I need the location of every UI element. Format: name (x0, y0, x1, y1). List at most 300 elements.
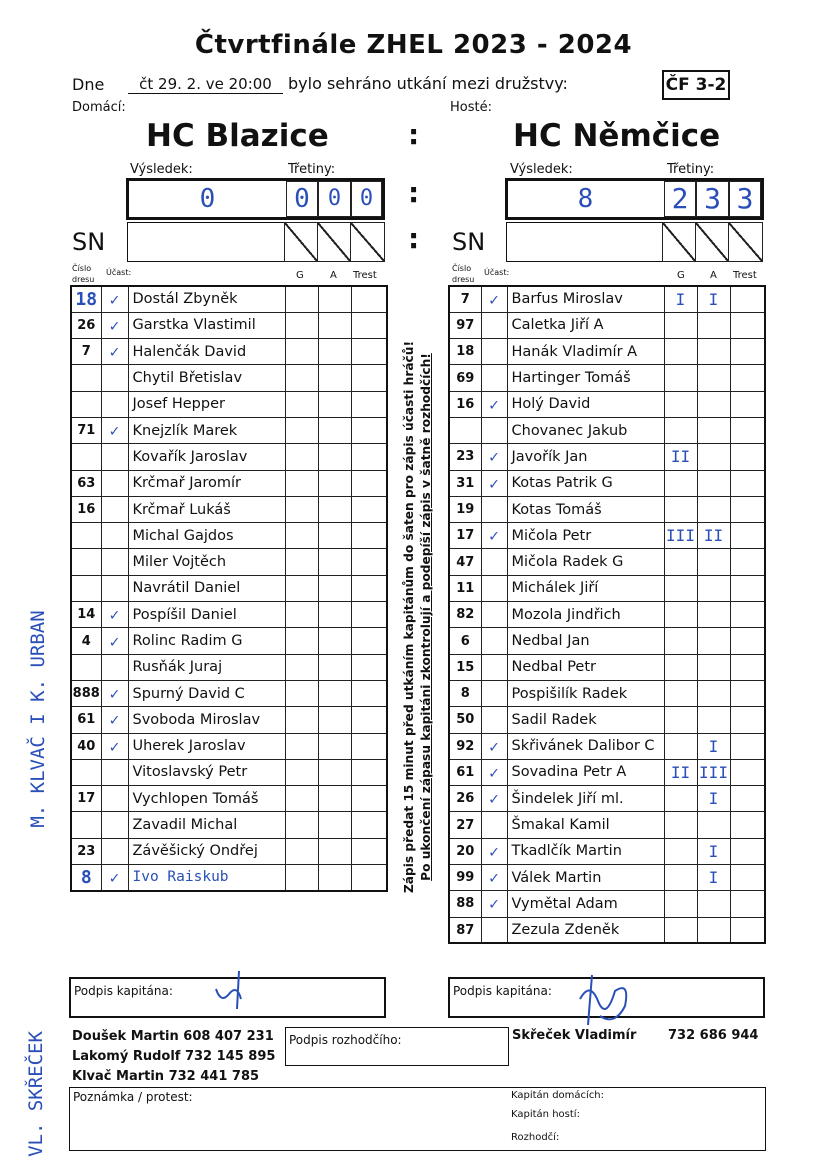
away-jersey-number[interactable]: 11 (449, 575, 481, 601)
away-attendance-check[interactable]: ✓ (481, 759, 507, 785)
home-attendance-check[interactable] (101, 838, 128, 864)
away-penalty[interactable] (730, 312, 765, 338)
away-attendance-check[interactable] (481, 654, 507, 680)
away-penalty[interactable] (730, 865, 765, 891)
away-attendance-check[interactable]: ✓ (481, 391, 507, 417)
home-attendance-check[interactable] (101, 786, 128, 812)
away-jersey-number[interactable]: 87 (449, 917, 481, 943)
away-attendance-check[interactable]: ✓ (481, 786, 507, 812)
home-penalty[interactable] (351, 339, 387, 365)
away-jersey-number[interactable]: 50 (449, 707, 481, 733)
home-attendance-check[interactable] (101, 496, 128, 522)
away-penalty[interactable] (730, 339, 765, 365)
away-goals[interactable] (664, 891, 697, 917)
away-attendance-check[interactable] (481, 628, 507, 654)
away-jersey-number[interactable]: 6 (449, 628, 481, 654)
home-attendance-check[interactable] (101, 759, 128, 785)
away-player-name[interactable]: Michálek Jiří (507, 575, 664, 601)
away-attendance-check[interactable] (481, 602, 507, 628)
away-player-name[interactable]: Mičola Petr (507, 523, 664, 549)
away-jersey-number[interactable]: 47 (449, 549, 481, 575)
home-jersey-number[interactable]: 40 (71, 733, 101, 759)
home-goals[interactable] (285, 733, 318, 759)
away-jersey-number[interactable]: 20 (449, 838, 481, 864)
home-attendance-check[interactable] (101, 391, 128, 417)
away-goals[interactable] (664, 602, 697, 628)
home-attendance-check[interactable] (101, 470, 128, 496)
away-player-name[interactable]: Javořík Jan (507, 444, 664, 470)
home-row (71, 523, 387, 549)
away-penalty[interactable] (730, 602, 765, 628)
away-goals[interactable] (664, 470, 697, 496)
home-assists[interactable] (318, 575, 351, 601)
away-attendance-check[interactable] (481, 812, 507, 838)
home-goals[interactable] (285, 444, 318, 470)
home-jersey-number[interactable]: 61 (71, 707, 101, 733)
home-goals[interactable] (285, 680, 318, 706)
home-player-name[interactable]: Vychlopen Tomáš (128, 786, 285, 812)
away-jersey-number[interactable]: 7 (449, 286, 481, 312)
away-sn-slot-1 (662, 222, 696, 262)
away-penalty[interactable] (730, 786, 765, 812)
away-jersey-number[interactable]: 69 (449, 365, 481, 391)
away-player-name[interactable]: Mozola Jindřich (507, 602, 664, 628)
colon-1: : (408, 118, 420, 151)
home-player-name[interactable]: Navrátil Daniel (128, 575, 285, 601)
home-penalty[interactable] (351, 549, 387, 575)
home-jersey-number[interactable]: 14 (71, 602, 101, 628)
home-penalty[interactable] (351, 838, 387, 864)
home-jersey-number[interactable] (71, 812, 101, 838)
away-attendance-check[interactable] (481, 417, 507, 443)
home-attendance-check[interactable]: ✓ (101, 865, 128, 891)
home-goals[interactable] (285, 286, 318, 312)
away-assists[interactable] (697, 365, 730, 391)
home-assists[interactable] (318, 707, 351, 733)
away-attendance-check[interactable] (481, 549, 507, 575)
home-player-name[interactable]: Uherek Jaroslav (128, 733, 285, 759)
away-assists[interactable]: I (697, 733, 730, 759)
away-player-name[interactable]: Šindelek Jiří ml. (507, 786, 664, 812)
away-player-name[interactable]: Pospišilík Radek (507, 680, 664, 706)
away-attendance-check[interactable] (481, 680, 507, 706)
home-player-name[interactable]: Rolinc Radim G (128, 628, 285, 654)
away-goals[interactable] (664, 628, 697, 654)
away-assists[interactable]: I (697, 786, 730, 812)
home-assists[interactable] (318, 733, 351, 759)
away-attendance-check[interactable]: ✓ (481, 733, 507, 759)
away-attendance-check[interactable]: ✓ (481, 286, 507, 312)
away-penalty[interactable] (730, 812, 765, 838)
home-jersey-number[interactable]: 26 (71, 312, 101, 338)
away-player-name[interactable]: Nedbal Petr (507, 654, 664, 680)
away-attendance-check[interactable]: ✓ (481, 523, 507, 549)
home-player-name[interactable]: Miler Vojtěch (128, 549, 285, 575)
away-attendance-check[interactable] (481, 496, 507, 522)
away-assists[interactable] (697, 549, 730, 575)
home-player-name[interactable]: Halenčák David (128, 339, 285, 365)
home-penalty[interactable] (351, 391, 387, 417)
away-header-attend: Účast: (484, 268, 510, 277)
away-goals[interactable] (664, 838, 697, 864)
home-jersey-number[interactable]: 71 (71, 417, 101, 443)
away-goals[interactable] (664, 575, 697, 601)
away-jersey-number[interactable]: 97 (449, 312, 481, 338)
away-goals[interactable]: II (664, 759, 697, 785)
away-jersey-number[interactable]: 19 (449, 496, 481, 522)
away-goals[interactable] (664, 680, 697, 706)
away-assists[interactable] (697, 444, 730, 470)
home-assists[interactable] (318, 365, 351, 391)
away-jersey-number[interactable]: 15 (449, 654, 481, 680)
away-player-name[interactable]: Kotas Patrik G (507, 470, 664, 496)
home-penalty[interactable] (351, 575, 387, 601)
home-penalty[interactable] (351, 496, 387, 522)
away-player-name[interactable]: Caletka Jiří A (507, 312, 664, 338)
away-goals[interactable] (664, 365, 697, 391)
away-player-name[interactable]: Sovadina Petr A (507, 759, 664, 785)
home-goals[interactable] (285, 470, 318, 496)
home-attendance-check[interactable]: ✓ (101, 286, 128, 312)
home-player-name[interactable]: Krčmař Lukáš (128, 496, 285, 522)
away-penalty[interactable] (730, 628, 765, 654)
away-attendance-check[interactable] (481, 339, 507, 365)
away-jersey-number[interactable]: 92 (449, 733, 481, 759)
away-attendance-check[interactable] (481, 312, 507, 338)
home-player-name[interactable]: Josef Hepper (128, 391, 285, 417)
home-player-name[interactable]: Michal Gajdos (128, 523, 285, 549)
home-attendance-check[interactable] (101, 444, 128, 470)
home-assists[interactable] (318, 339, 351, 365)
home-goals[interactable] (285, 523, 318, 549)
home-penalty[interactable] (351, 707, 387, 733)
away-goals[interactable] (664, 496, 697, 522)
away-assists[interactable] (697, 628, 730, 654)
home-jersey-number[interactable]: 16 (71, 496, 101, 522)
home-player-name[interactable]: Zavadil Michal (128, 812, 285, 838)
home-attendance-check[interactable] (101, 523, 128, 549)
home-assists[interactable] (318, 786, 351, 812)
home-row (71, 812, 387, 838)
home-penalty[interactable] (351, 733, 387, 759)
home-attendance-check[interactable]: ✓ (101, 707, 128, 733)
away-penalty[interactable] (730, 680, 765, 706)
away-penalty[interactable] (730, 286, 765, 312)
away-assists[interactable] (697, 470, 730, 496)
home-player-name[interactable]: Dostál Zbyněk (128, 286, 285, 312)
away-player-name[interactable]: Mičola Radek G (507, 549, 664, 575)
away-assists[interactable] (697, 917, 730, 943)
home-captain-signature[interactable] (69, 977, 386, 1018)
away-goals[interactable] (664, 733, 697, 759)
home-attendance-check[interactable]: ✓ (101, 312, 128, 338)
away-goals[interactable] (664, 812, 697, 838)
home-goals[interactable] (285, 707, 318, 733)
home-jersey-number[interactable] (71, 365, 101, 391)
away-row (449, 444, 765, 470)
away-assists[interactable] (697, 707, 730, 733)
home-goals[interactable] (285, 786, 318, 812)
home-assists[interactable] (318, 654, 351, 680)
home-assists[interactable] (318, 549, 351, 575)
away-assists[interactable]: I (697, 838, 730, 864)
home-jersey-number[interactable]: 7 (71, 339, 101, 365)
home-assists[interactable] (318, 759, 351, 785)
home-goals[interactable] (285, 365, 318, 391)
away-penalty[interactable] (730, 759, 765, 785)
away-assists[interactable] (697, 312, 730, 338)
home-goals[interactable] (285, 312, 318, 338)
home-goals[interactable] (285, 496, 318, 522)
home-goals[interactable] (285, 339, 318, 365)
away-captain-signature[interactable] (448, 977, 765, 1018)
home-jersey-number[interactable]: 18 (71, 286, 101, 312)
away-penalty[interactable] (730, 917, 765, 943)
home-penalty[interactable] (351, 680, 387, 706)
away-jersey-number[interactable]: 27 (449, 812, 481, 838)
home-player-name[interactable]: Spurný David C (128, 680, 285, 706)
home-assists[interactable] (318, 812, 351, 838)
home-attendance-check[interactable] (101, 654, 128, 680)
away-penalty[interactable] (730, 549, 765, 575)
away-jersey-number[interactable]: 18 (449, 339, 481, 365)
away-jersey-number[interactable]: 99 (449, 865, 481, 891)
away-jersey-number[interactable]: 8 (449, 680, 481, 706)
away-assists[interactable] (697, 680, 730, 706)
away-goals[interactable] (664, 786, 697, 812)
away-attendance-check[interactable]: ✓ (481, 838, 507, 864)
home-attendance-check[interactable]: ✓ (101, 417, 128, 443)
away-assists[interactable] (697, 812, 730, 838)
home-penalty[interactable] (351, 628, 387, 654)
home-goals[interactable] (285, 575, 318, 601)
away-goals[interactable] (664, 549, 697, 575)
home-penalty[interactable] (351, 654, 387, 680)
home-attendance-check[interactable]: ✓ (101, 680, 128, 706)
home-jersey-number[interactable] (71, 444, 101, 470)
away-penalty[interactable] (730, 575, 765, 601)
away-penalty[interactable] (730, 838, 765, 864)
away-attendance-check[interactable]: ✓ (481, 444, 507, 470)
away-assists[interactable] (697, 602, 730, 628)
home-penalty[interactable] (351, 865, 387, 891)
home-jersey-number[interactable] (71, 391, 101, 417)
home-assists[interactable] (318, 628, 351, 654)
away-attendance-check[interactable]: ✓ (481, 470, 507, 496)
home-assists[interactable] (318, 496, 351, 522)
home-player-name[interactable]: Závěšický Ondřej (128, 838, 285, 864)
home-penalty[interactable] (351, 812, 387, 838)
away-goals[interactable]: I (664, 286, 697, 312)
away-assists[interactable] (697, 654, 730, 680)
home-attendance-check[interactable]: ✓ (101, 733, 128, 759)
away-penalty[interactable] (730, 654, 765, 680)
home-assists[interactable] (318, 523, 351, 549)
away-assists[interactable] (697, 891, 730, 917)
home-goals[interactable] (285, 417, 318, 443)
notes-box[interactable] (69, 1087, 766, 1151)
away-player-name[interactable]: Barfus Miroslav (507, 286, 664, 312)
home-penalty[interactable] (351, 470, 387, 496)
home-penalty[interactable] (351, 312, 387, 338)
home-assists[interactable] (318, 838, 351, 864)
away-assists[interactable]: III (697, 759, 730, 785)
home-penalty[interactable] (351, 365, 387, 391)
home-assists[interactable] (318, 417, 351, 443)
away-attendance-check[interactable] (481, 575, 507, 601)
away-player-name[interactable]: Sadil Radek (507, 707, 664, 733)
home-goals[interactable] (285, 759, 318, 785)
away-penalty[interactable] (730, 707, 765, 733)
home-jersey-number[interactable] (71, 549, 101, 575)
away-player-name[interactable]: Válek Martin (507, 865, 664, 891)
home-row (71, 444, 387, 470)
home-assists[interactable] (318, 444, 351, 470)
away-jersey-number[interactable]: 31 (449, 470, 481, 496)
away-goals[interactable]: II (664, 444, 697, 470)
away-player-name[interactable]: Kotas Tomáš (507, 496, 664, 522)
home-attendance-check[interactable] (101, 812, 128, 838)
home-attendance-check[interactable] (101, 365, 128, 391)
away-jersey-number[interactable]: 23 (449, 444, 481, 470)
away-goals[interactable] (664, 417, 697, 443)
away-attendance-check[interactable] (481, 365, 507, 391)
home-assists[interactable] (318, 286, 351, 312)
away-player-name[interactable]: Hanák Vladimír A (507, 339, 664, 365)
away-attendance-check[interactable]: ✓ (481, 891, 507, 917)
home-jersey-number[interactable]: 63 (71, 470, 101, 496)
home-goals[interactable] (285, 628, 318, 654)
away-penalty[interactable] (730, 365, 765, 391)
away-player-name[interactable]: Vymětal Adam (507, 891, 664, 917)
home-attendance-check[interactable]: ✓ (101, 339, 128, 365)
home-penalty[interactable] (351, 602, 387, 628)
away-goals[interactable] (664, 312, 697, 338)
away-attendance-check[interactable] (481, 707, 507, 733)
home-penalty[interactable] (351, 786, 387, 812)
home-goals[interactable] (285, 391, 318, 417)
away-penalty[interactable] (730, 733, 765, 759)
margin-note-1-text: M. KLVAČ I K. URBAN (27, 610, 49, 828)
away-assists[interactable] (697, 339, 730, 365)
home-penalty[interactable] (351, 444, 387, 470)
away-player-name[interactable]: Holý David (507, 391, 664, 417)
away-penalty[interactable] (730, 496, 765, 522)
home-assists[interactable] (318, 391, 351, 417)
home-attendance-check[interactable]: ✓ (101, 628, 128, 654)
home-player-name[interactable]: Pospíšil Daniel (128, 602, 285, 628)
home-player-name[interactable]: Vitoslavský Petr (128, 759, 285, 785)
away-jersey-number[interactable]: 82 (449, 602, 481, 628)
away-goals[interactable] (664, 339, 697, 365)
away-player-name[interactable]: Tkadlčík Martin (507, 838, 664, 864)
away-assists[interactable] (697, 496, 730, 522)
home-goals[interactable] (285, 812, 318, 838)
home-goals[interactable] (285, 602, 318, 628)
away-assists[interactable]: II (697, 523, 730, 549)
away-goals[interactable] (664, 917, 697, 943)
away-penalty[interactable] (730, 417, 765, 443)
home-player-name[interactable]: Ivo Raiskub (128, 865, 285, 891)
away-player-name[interactable]: Zezula Zdeněk (507, 917, 664, 943)
away-jersey-number[interactable]: 26 (449, 786, 481, 812)
home-assists[interactable] (318, 680, 351, 706)
home-goals[interactable] (285, 865, 318, 891)
away-penalty[interactable] (730, 391, 765, 417)
away-penalty[interactable] (730, 891, 765, 917)
referee-signature[interactable] (285, 1027, 509, 1066)
home-player-name[interactable]: Krčmař Jaromír (128, 470, 285, 496)
home-player-name[interactable]: Garstka Vlastimil (128, 312, 285, 338)
home-jersey-number[interactable]: 888 (71, 680, 101, 706)
home-attendance-check[interactable]: ✓ (101, 602, 128, 628)
home-attendance-check[interactable] (101, 575, 128, 601)
home-penalty[interactable] (351, 417, 387, 443)
away-goals[interactable] (664, 391, 697, 417)
away-assists[interactable]: I (697, 286, 730, 312)
away-jersey-number[interactable]: 88 (449, 891, 481, 917)
away-attendance-check[interactable] (481, 917, 507, 943)
home-jersey-number[interactable]: 8 (71, 865, 101, 891)
away-jersey-number[interactable]: 61 (449, 759, 481, 785)
home-player-name[interactable]: Chytil Břetislav (128, 365, 285, 391)
home-jersey-number[interactable] (71, 575, 101, 601)
away-jersey-number[interactable]: 16 (449, 391, 481, 417)
away-assists[interactable] (697, 417, 730, 443)
home-attendance-check[interactable] (101, 549, 128, 575)
away-goals[interactable] (664, 865, 697, 891)
home-assists[interactable] (318, 312, 351, 338)
home-jersey-number[interactable] (71, 759, 101, 785)
home-assists[interactable] (318, 470, 351, 496)
home-jersey-number[interactable] (71, 654, 101, 680)
home-player-name[interactable]: Svoboda Miroslav (128, 707, 285, 733)
home-penalty[interactable] (351, 286, 387, 312)
away-goals[interactable]: III (664, 523, 697, 549)
away-jersey-number[interactable] (449, 417, 481, 443)
away-attendance-check[interactable]: ✓ (481, 865, 507, 891)
home-assists[interactable] (318, 602, 351, 628)
home-goals[interactable] (285, 838, 318, 864)
away-penalty[interactable] (730, 444, 765, 470)
home-jersey-number[interactable] (71, 523, 101, 549)
home-goals[interactable] (285, 654, 318, 680)
home-jersey-number[interactable]: 23 (71, 838, 101, 864)
home-player-name[interactable]: Kovařík Jaroslav (128, 444, 285, 470)
away-penalty[interactable] (730, 523, 765, 549)
home-penalty[interactable] (351, 759, 387, 785)
away-jersey-number[interactable]: 17 (449, 523, 481, 549)
home-penalty[interactable] (351, 523, 387, 549)
away-player-name[interactable]: Šmakal Kamil (507, 812, 664, 838)
away-assists[interactable]: I (697, 865, 730, 891)
away-penalty[interactable] (730, 470, 765, 496)
away-player-name[interactable]: Hartinger Tomáš (507, 365, 664, 391)
home-jersey-number[interactable]: 4 (71, 628, 101, 654)
home-player-name[interactable]: Knejzlík Marek (128, 417, 285, 443)
home-player-name[interactable]: Rusňák Juraj (128, 654, 285, 680)
home-assists[interactable] (318, 865, 351, 891)
away-goals[interactable] (664, 707, 697, 733)
home-jersey-number[interactable]: 17 (71, 786, 101, 812)
away-player-name[interactable]: Skřivánek Dalibor C (507, 733, 664, 759)
away-assists[interactable] (697, 575, 730, 601)
away-goals[interactable] (664, 654, 697, 680)
away-assists[interactable] (697, 391, 730, 417)
home-goals[interactable] (285, 549, 318, 575)
away-player-name[interactable]: Nedbal Jan (507, 628, 664, 654)
away-player-name[interactable]: Chovanec Jakub (507, 417, 664, 443)
